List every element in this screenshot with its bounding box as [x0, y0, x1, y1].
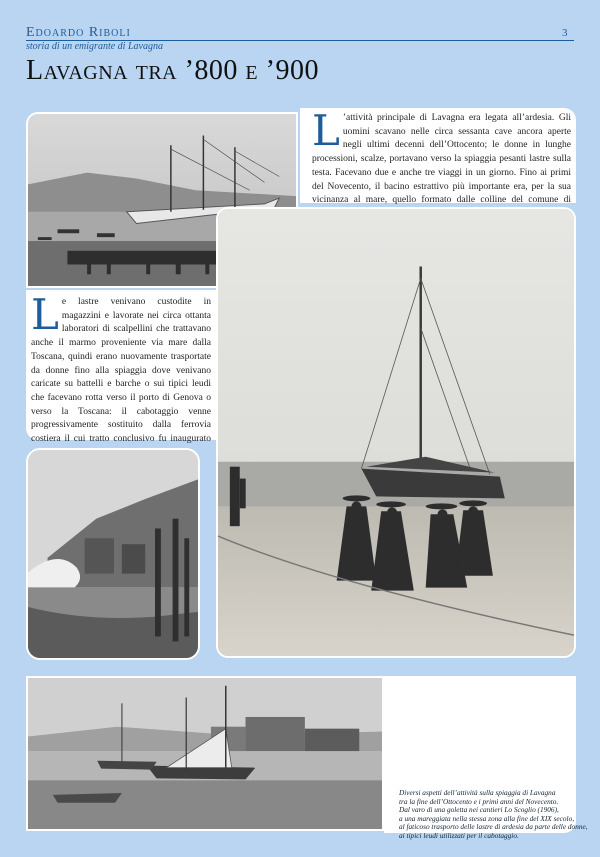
dropcap-letter: L	[312, 106, 340, 155]
book-subtitle: storia di un emigrante di Lavagna	[26, 41, 163, 52]
page-title: Lavagna tra ’800 e ’900	[26, 55, 319, 86]
photo-caption	[399, 788, 588, 841]
caption-line: ai tipici leudi utilizzati per il cabotaggio.	[399, 830, 519, 840]
caption-line: Diversi aspetti dell’attività sulla spiaggia di Lavagna	[399, 788, 556, 797]
shore-women-photo	[216, 207, 576, 658]
storm-surge-photo	[26, 448, 200, 660]
article-paragraph-2	[31, 290, 211, 460]
page-number: 3	[562, 27, 568, 39]
caption-line: al faticoso trasporto delle lastre di ardesia da parte delle donne,	[399, 822, 588, 832]
caption-line: Dal varo di una goletta nei cantieri Lo Scoglio (1906),	[399, 805, 559, 815]
paragraph-2-text: e lastre venivano custodite in magazzini e lavorate nei circa ottanta laboratori di scalpellini che trattavano anche il marmo proveniente via mare dalla Toscana, quindi erano nuovamente trasportate da donne fino alla spiaggia dove venivano caricate su battelli e barche o sui tipici leudi che facevano rotta verso il porto di Genova o verso la Toscana: il cabotaggio venne progressivamente sostituito dalla ferrovia costiera il cui tratto conclusivo fu inaugurato	[31, 297, 211, 445]
caption-line: a una mareggiata nella stessa zona alla fine del XIX secolo,	[399, 813, 575, 823]
author-name: Edoardo Riboli	[26, 25, 131, 40]
harbor-boats-photo	[26, 676, 384, 831]
dropcap-letter: L	[31, 290, 59, 339]
paragraph-1-text: ’attività principale di Lavagna era legata all’ardesia. Gli uomini scavano nelle circa sessanta cave ancora aperte negli ultimi decenni dell’Ottocento; le donne in lunghe processioni, scalze, portavano verso la spiaggia pesanti lastre sulla testa. Facevano due e anche tre viaggi in un giorno. Fino ai primi del Novecento, il bacino estrattivo più importante era, per la sua vicinanza al mare, quello formato dalle colline del comune di	[312, 113, 571, 206]
caption-line: tra la fine dell’Ottocento e i primi anni del Novecento.	[399, 796, 559, 806]
